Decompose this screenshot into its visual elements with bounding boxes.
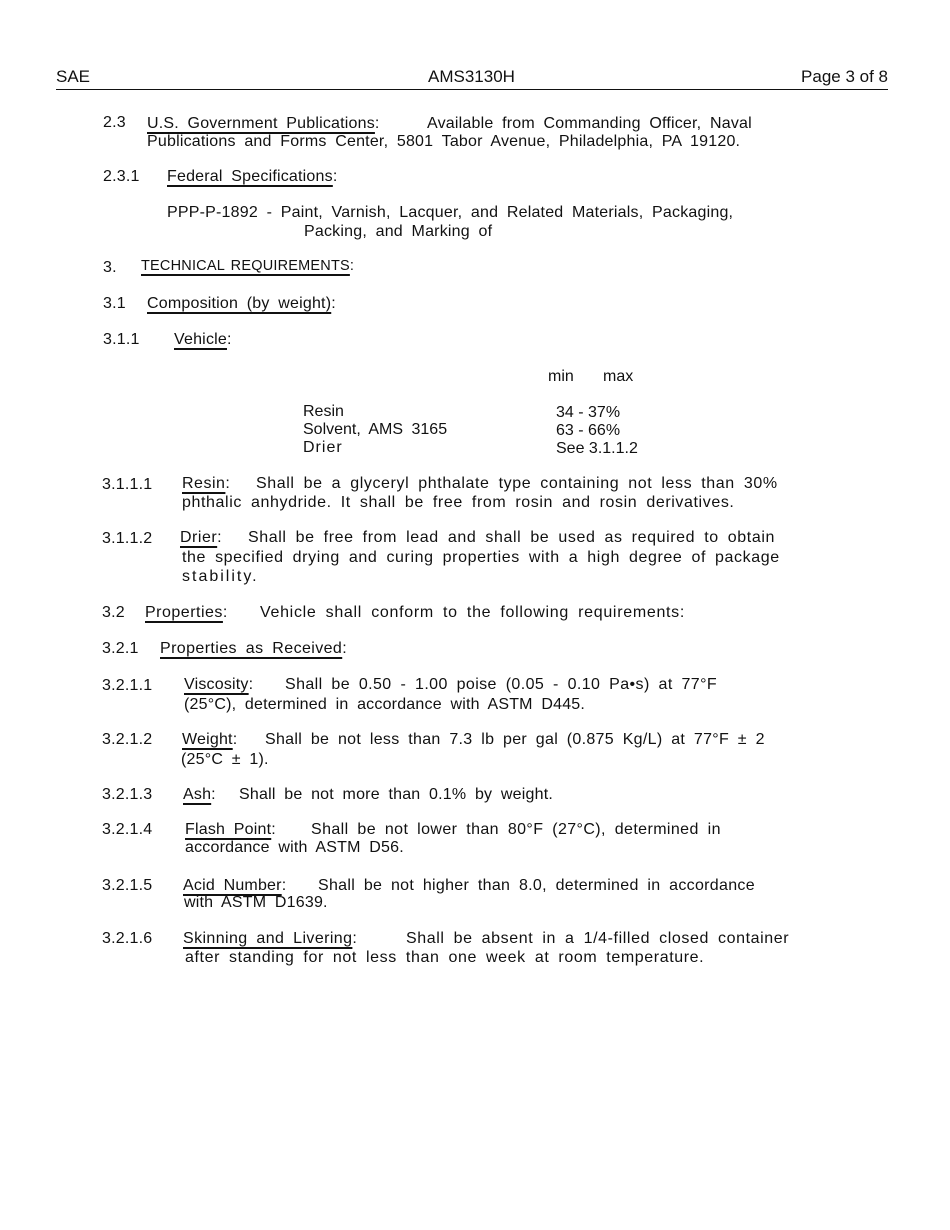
page-header [56, 67, 888, 90]
section-number: 3.1.1.2 [102, 530, 153, 547]
section-title: Acid Number [183, 877, 282, 894]
section-title: Properties [145, 604, 223, 621]
header-org: SAE [56, 67, 91, 86]
body-text: Shall be not higher than 8.0, determined in accordance [318, 877, 755, 894]
body-text: phthalic anhydride. It shall be free from rosin and rosin derivatives. [182, 494, 735, 511]
body-text: (25°C), determined in accordance with ASTM D445. [184, 696, 586, 713]
section-number: 3.1 [103, 295, 126, 312]
body-text: accordance with ASTM D56. [185, 839, 404, 856]
section-number: 3.2.1 [102, 640, 139, 657]
section-number: 3.2.1.2 [102, 731, 153, 748]
section-title: U.S. Government Publications [147, 115, 375, 132]
section-heading: Viscosity: [184, 676, 254, 693]
section-heading: Flash Point: [185, 821, 276, 838]
spec-reference: Packing, and Marking of [304, 223, 493, 240]
section-heading: Weight: [182, 731, 238, 748]
body-text: (25°C ± 1). [181, 751, 269, 768]
section-heading: Federal Specifications: [167, 168, 338, 185]
header-doc-id: AMS3130H [428, 67, 515, 86]
section-heading: Resin: [182, 475, 231, 492]
section-title: Drier [180, 529, 218, 546]
section-number: 3.2.1.5 [102, 877, 153, 894]
section-title: Vehicle [174, 331, 227, 348]
body-text: Shall be absent in a 1/4-filled closed container [406, 930, 790, 947]
body-text: Shall be free from lead and shall be used as required to obtain [248, 529, 775, 546]
body-text: with ASTM D1639. [184, 894, 328, 911]
section-number: 3.2.1.4 [102, 821, 153, 838]
table-row-name: Resin [303, 403, 344, 420]
section-heading: Properties as Received: [160, 640, 348, 657]
header-page-number: Page 3 of 8 [801, 67, 888, 86]
body-text: Shall be a glyceryl phthalate type containing not less than 30% [256, 475, 778, 492]
section-number: 3.2.1.1 [102, 677, 153, 694]
section-heading: TECHNICAL REQUIREMENTS: [141, 258, 355, 274]
section-title: Flash Point [185, 821, 272, 838]
body-text: after standing for not less than one week at room temperature. [185, 949, 705, 966]
body-text: Vehicle shall conform to the following requirements: [260, 604, 686, 621]
table-header-min: min [548, 368, 574, 385]
section-number: 3.2 [102, 604, 125, 621]
section-number: 3.2.1.6 [102, 930, 153, 947]
section-number: 2.3 [103, 114, 126, 131]
table-header-max: max [603, 368, 634, 385]
body-text: Available from Commanding Officer, Naval [427, 115, 752, 132]
spec-reference: PPP-P-1892 - Paint, Varnish, Lacquer, and Related Materials, Packaging, [167, 204, 734, 221]
section-heading: Acid Number: [183, 877, 287, 894]
body-text: stability. [182, 568, 259, 585]
section-heading: Vehicle: [174, 331, 232, 348]
section-heading: Composition (by weight): [147, 295, 336, 312]
section-heading: Ash: [183, 786, 216, 803]
section-number: 3. [103, 259, 117, 276]
section-title: Viscosity [184, 676, 249, 693]
section-heading: U.S. Government Publications: [147, 115, 380, 132]
body-text: Shall be not more than 0.1% by weight. [239, 786, 553, 803]
table-row-name: Drier [303, 439, 343, 456]
section-number: 3.1.1 [103, 331, 140, 348]
section-title: Resin [182, 475, 226, 492]
section-number: 3.1.1.1 [102, 476, 153, 493]
section-heading: Properties: [145, 604, 228, 621]
section-title: Properties as Received [160, 640, 343, 657]
section-title: Weight [182, 731, 233, 748]
body-text: Shall be not lower than 80°F (27°C), determined in [311, 821, 721, 838]
section-title: Composition (by weight) [147, 295, 332, 312]
section-heading: Skinning and Livering: [183, 930, 358, 947]
section-title: Ash [183, 786, 212, 803]
table-row-value: See 3.1.1.2 [556, 440, 638, 457]
body-text: Shall be not less than 7.3 lb per gal (0.875 Kg/L) at 77°F ± 2 [265, 731, 765, 748]
section-title: Skinning and Livering [183, 930, 353, 947]
table-row-value: 34 - 37% [556, 404, 621, 421]
table-row-value: 63 - 66% [556, 422, 621, 439]
section-heading: Drier: [180, 529, 223, 546]
section-number: 3.2.1.3 [102, 786, 153, 803]
section-title: Federal Specifications [167, 168, 333, 185]
body-text: the specified drying and curing properties with a high degree of package [182, 549, 780, 566]
section-number: 2.3.1 [103, 168, 140, 185]
body-text: Shall be 0.50 - 1.00 poise (0.05 - 0.10 Pa•s) at 77°F [285, 676, 718, 693]
body-text: Publications and Forms Center, 5801 Tabor Avenue, Philadelphia, PA 19120. [147, 133, 741, 150]
table-row-name: Solvent, AMS 3165 [303, 421, 448, 438]
section-title: TECHNICAL REQUIREMENTS [141, 258, 350, 274]
